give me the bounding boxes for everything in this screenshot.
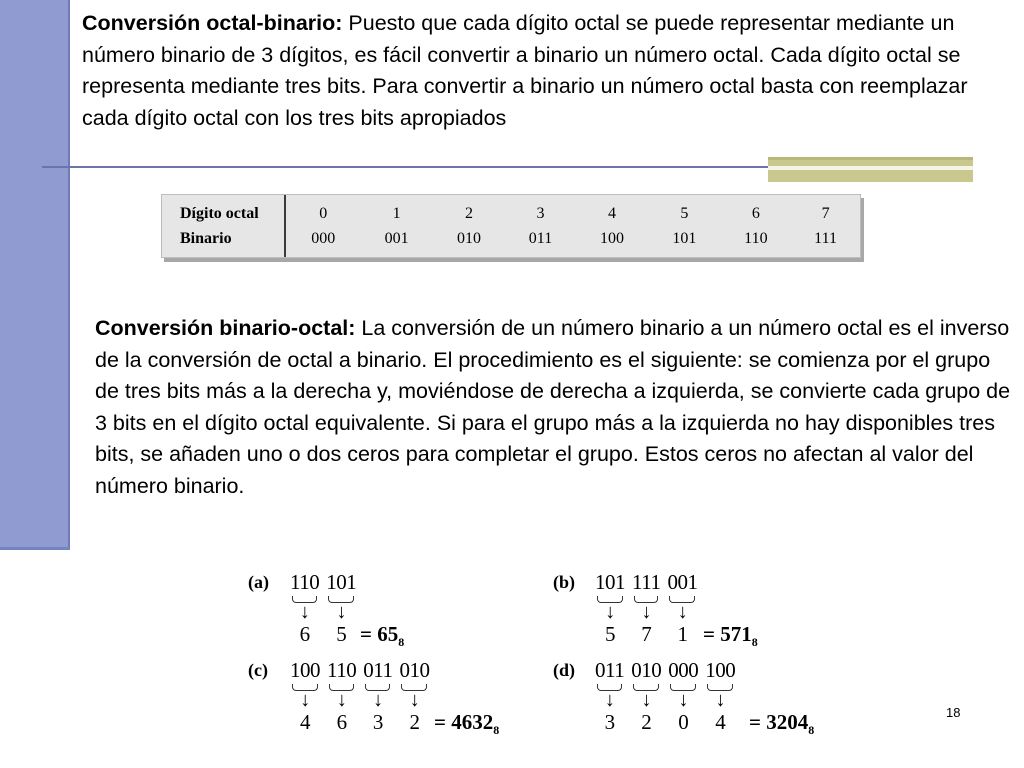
bit-group: 101 ↓ 5 xyxy=(595,570,625,646)
bit-group: 100 ↓ 4 xyxy=(290,658,320,734)
paragraph-body: Puesto que cada dígito octal se puede representar mediante un número binario de 3 dígitos, es fácil convertir a binario un número octal. Cada dígito octal se representa mediante tres bits. Para convertir a binario un número octal basta con reemplazar cada dígito octal con los tres bits apropiados xyxy=(82,11,968,130)
bit-group: 011 ↓ 3 xyxy=(595,658,625,734)
bit-group: 111 ↓ 7 xyxy=(632,570,661,646)
table-cell: 011 xyxy=(528,229,553,247)
paragraph-body: La conversión de un número binario a un número octal es el inverso de la conversión de octal a binario. El procedimiento es el siguiente: se comienza por el grupo de tres bits más a la derecha y, moviéndose de derecha a izquierda, se convierte cada grupo de 3 bits en el dígito octal equivalente. Si para el grupo más a la izquierda no hay disponibles tres bits, se añaden uno o dos ceros para completar el grupo. Estos ceros no afectan al valor del número binario. xyxy=(95,316,1011,498)
example-b xyxy=(553,570,813,650)
down-arrow-icon: ↓ xyxy=(641,689,651,711)
down-arrow-icon: ↓ xyxy=(678,689,688,711)
table-cell: 100 xyxy=(599,229,624,247)
decorative-olive-band xyxy=(768,157,973,182)
octal-digit: 3 xyxy=(372,710,383,734)
table-cell: 3 xyxy=(536,204,545,222)
octal-digit: 1 xyxy=(677,622,688,646)
bit-group: 110 ↓ 6 xyxy=(327,658,357,734)
example-label: (b) xyxy=(553,572,575,592)
paragraph-heading: Conversión binario-octal: xyxy=(95,316,356,340)
octal-digit: 0 xyxy=(678,710,689,734)
example-result: = $4632_8$ xyxy=(434,710,500,738)
octal-digit: 7 xyxy=(641,622,652,646)
example-result: = $65_8$ xyxy=(360,622,405,650)
table-cell: 5 xyxy=(680,204,689,222)
table-cell: 1 xyxy=(392,204,401,222)
bit-group: 001 ↓ 1 xyxy=(667,570,698,646)
table-cell: 000 xyxy=(311,229,336,247)
table-cell: 010 xyxy=(456,229,481,247)
down-arrow-icon: ↓ xyxy=(373,689,383,711)
down-arrow-icon: ↓ xyxy=(641,601,651,623)
down-arrow-icon: ↓ xyxy=(299,601,310,623)
table-cell: 110 xyxy=(744,229,768,247)
down-arrow-icon: ↓ xyxy=(336,689,347,711)
example-result: = $571_8$ xyxy=(703,622,758,650)
octal-digit: 4 xyxy=(715,710,726,734)
bit-group: 110 ↓ 6 xyxy=(290,570,320,646)
octal-digit: 4 xyxy=(300,710,310,734)
table-cell: 7 xyxy=(821,204,830,222)
table-row-header-binary: Binario xyxy=(162,226,285,257)
example-d xyxy=(553,658,843,740)
octal-digit: 2 xyxy=(409,710,420,734)
octal-digit: 5 xyxy=(336,622,347,646)
bit-group: 010 ↓ 2 xyxy=(631,658,662,734)
octal-digit: 5 xyxy=(605,622,615,646)
page-number: 18 xyxy=(946,705,961,720)
down-arrow-icon: ↓ xyxy=(409,689,420,711)
table-cell: 101 xyxy=(672,229,697,247)
table-cell: 2 xyxy=(464,204,473,222)
octal-binary-table xyxy=(161,194,861,258)
example-a xyxy=(248,570,508,650)
example-c xyxy=(248,658,528,740)
table-cell: 111 xyxy=(814,229,837,247)
example-label: (a) xyxy=(248,572,269,592)
down-arrow-icon: ↓ xyxy=(336,601,346,623)
table-cell: 4 xyxy=(607,204,616,222)
table-row-header-octal: Dígito octal xyxy=(162,195,285,226)
table-cell: 6 xyxy=(751,204,760,222)
down-arrow-icon: ↓ xyxy=(300,689,310,711)
table-cell: 001 xyxy=(384,229,409,247)
bit-group: 100 ↓ 4 xyxy=(705,658,736,734)
octal-digit: 6 xyxy=(336,710,347,734)
binary-octal-paragraph xyxy=(95,313,1015,502)
down-arrow-icon: ↓ xyxy=(677,601,688,623)
down-arrow-icon: ↓ xyxy=(604,689,615,711)
octal-digit: 3 xyxy=(604,710,615,734)
octal-binary-paragraph xyxy=(82,8,992,134)
table-cell: 0 xyxy=(319,204,328,222)
octal-digit: 2 xyxy=(641,710,652,734)
left-accent-bar xyxy=(0,0,70,548)
down-arrow-icon: ↓ xyxy=(715,689,725,711)
example-label: (d) xyxy=(553,660,575,680)
example-label: (c) xyxy=(248,660,268,680)
octal-digit: 6 xyxy=(299,622,310,646)
bit-group: 010 ↓ 2 xyxy=(399,658,430,734)
down-arrow-icon: ↓ xyxy=(605,601,615,623)
example-result: = $3204_8$ xyxy=(749,710,815,738)
bit-group: 101 ↓ 5 xyxy=(326,570,357,646)
paragraph-heading: Conversión octal-binario: xyxy=(82,11,343,35)
bit-group: 000 ↓ 0 xyxy=(668,658,699,734)
bit-group: 011 ↓ 3 xyxy=(363,658,393,734)
